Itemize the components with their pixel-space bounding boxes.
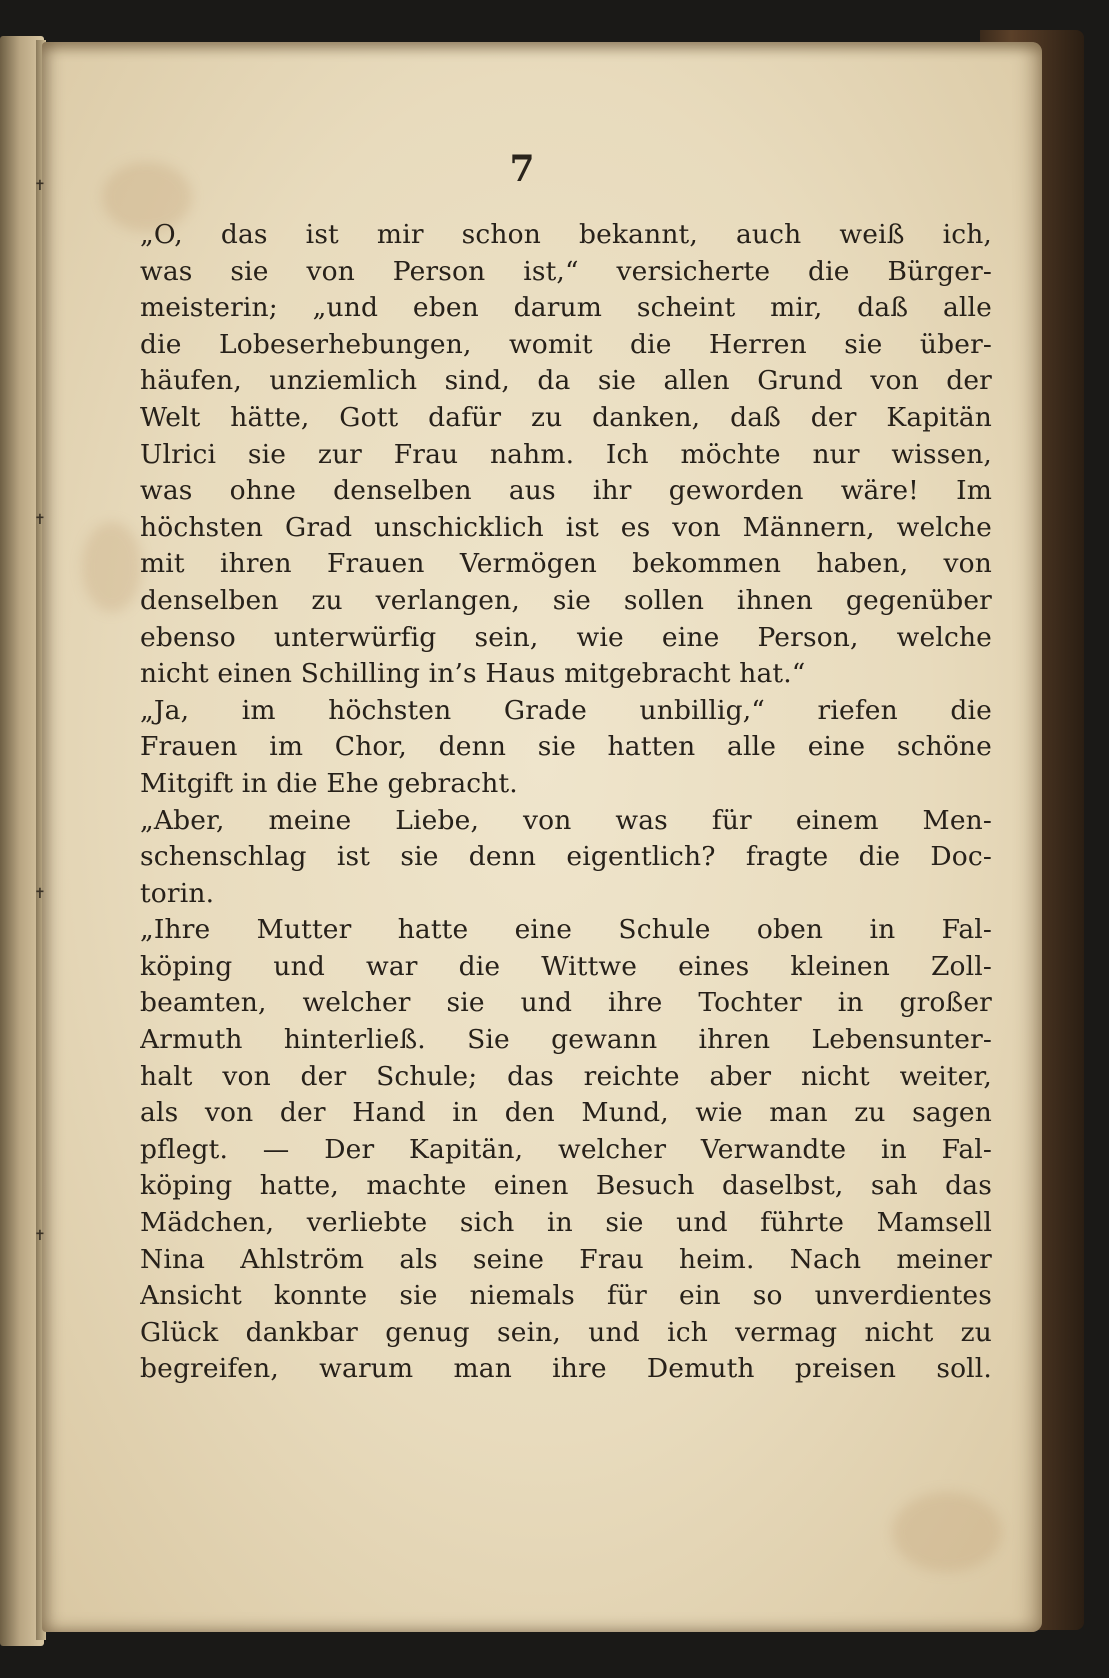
paper-stain <box>892 1492 1002 1572</box>
paper-stain <box>82 522 142 612</box>
text-line: „Ja, im höchsten Grade unbillig,“ riefen die <box>140 694 992 726</box>
text-line: ebenso unterwürfig sein, wie eine Person, welche <box>140 621 992 653</box>
text-line: meisterin; „und eben darum scheint mir, daß alle <box>140 292 992 324</box>
text-line: was sie von Person ist,“ versicherte die Bürger- <box>140 255 992 287</box>
body-text <box>140 217 992 1388</box>
page-number: 7 <box>509 148 535 190</box>
text-line: schenschlag ist sie denn eigentlich? fragte die Doc- <box>140 841 992 873</box>
text-line: nicht einen Schilling in’s Haus mitgebracht hat.“ <box>140 658 806 690</box>
text-line: häufen, unziemlich sind, da sie allen Grund von der <box>140 365 992 397</box>
text-line: Mitgift in die Ehe gebracht. <box>140 767 518 799</box>
text-line: pflegt. — Der Kapitän, welcher Verwandte in Fal- <box>140 1133 992 1165</box>
text-line: köping und war die Wittwe eines kleinen Zoll- <box>140 950 992 982</box>
text-line: begreifen, warum man ihre Demuth preisen soll. <box>140 1353 992 1385</box>
text-line: torin. <box>140 877 215 909</box>
text-line: Nina Ahlström als seine Frau heim. Nach meiner <box>140 1243 992 1275</box>
text-line: Frauen im Chor, denn sie hatten alle eine schöne <box>140 731 992 763</box>
binding-thread-mark: ✝ <box>34 886 46 902</box>
text-line: denselben zu verlangen, sie sollen ihnen gegenüber <box>140 584 992 616</box>
book-page <box>42 42 1042 1632</box>
text-line: Glück dankbar genug sein, und ich vermag nicht zu <box>140 1316 992 1348</box>
text-line: „Ihre Mutter hatte eine Schule oben in Fal- <box>140 914 992 946</box>
text-line: mit ihren Frauen Vermögen bekommen haben, von <box>140 548 992 580</box>
text-line: Ansicht konnte sie niemals für ein so unverdientes <box>140 1280 992 1312</box>
text-line: „Aber, meine Liebe, von was für einem Men- <box>140 804 992 836</box>
text-line: „O, das ist mir schon bekannt, auch weiß ich, <box>140 219 992 250</box>
text-line: Ulrici sie zur Frau nahm. Ich möchte nur wissen, <box>140 438 992 470</box>
text-line: die Lobeserhebungen, womit die Herren sie über- <box>140 328 992 360</box>
binding-thread-mark: ✝ <box>34 1228 46 1244</box>
text-line: halt von der Schule; das reichte aber nicht weiter, <box>140 1060 992 1092</box>
text-line: Mädchen, verliebte sich in sie und führte Mamsell <box>140 1207 992 1239</box>
text-line: Welt hätte, Gott dafür zu danken, daß der Kapitän <box>140 401 992 433</box>
text-line: köping hatte, machte einen Besuch daselbst, sah das <box>140 1170 992 1202</box>
text-line: beamten, welcher sie und ihre Tochter in großer <box>140 987 992 1019</box>
binding-thread-mark: ✝ <box>34 512 46 528</box>
binding-thread-mark: ✝ <box>34 178 46 194</box>
text-line: höchsten Grad unschicklich ist es von Männern, welche <box>140 511 992 543</box>
text-line: was ohne denselben aus ihr geworden wäre! Im <box>140 475 992 507</box>
text-line: als von der Hand in den Mund, wie man zu sagen <box>140 1097 992 1129</box>
text-line: Armuth hinterließ. Sie gewann ihren Lebensunter- <box>140 1024 992 1056</box>
